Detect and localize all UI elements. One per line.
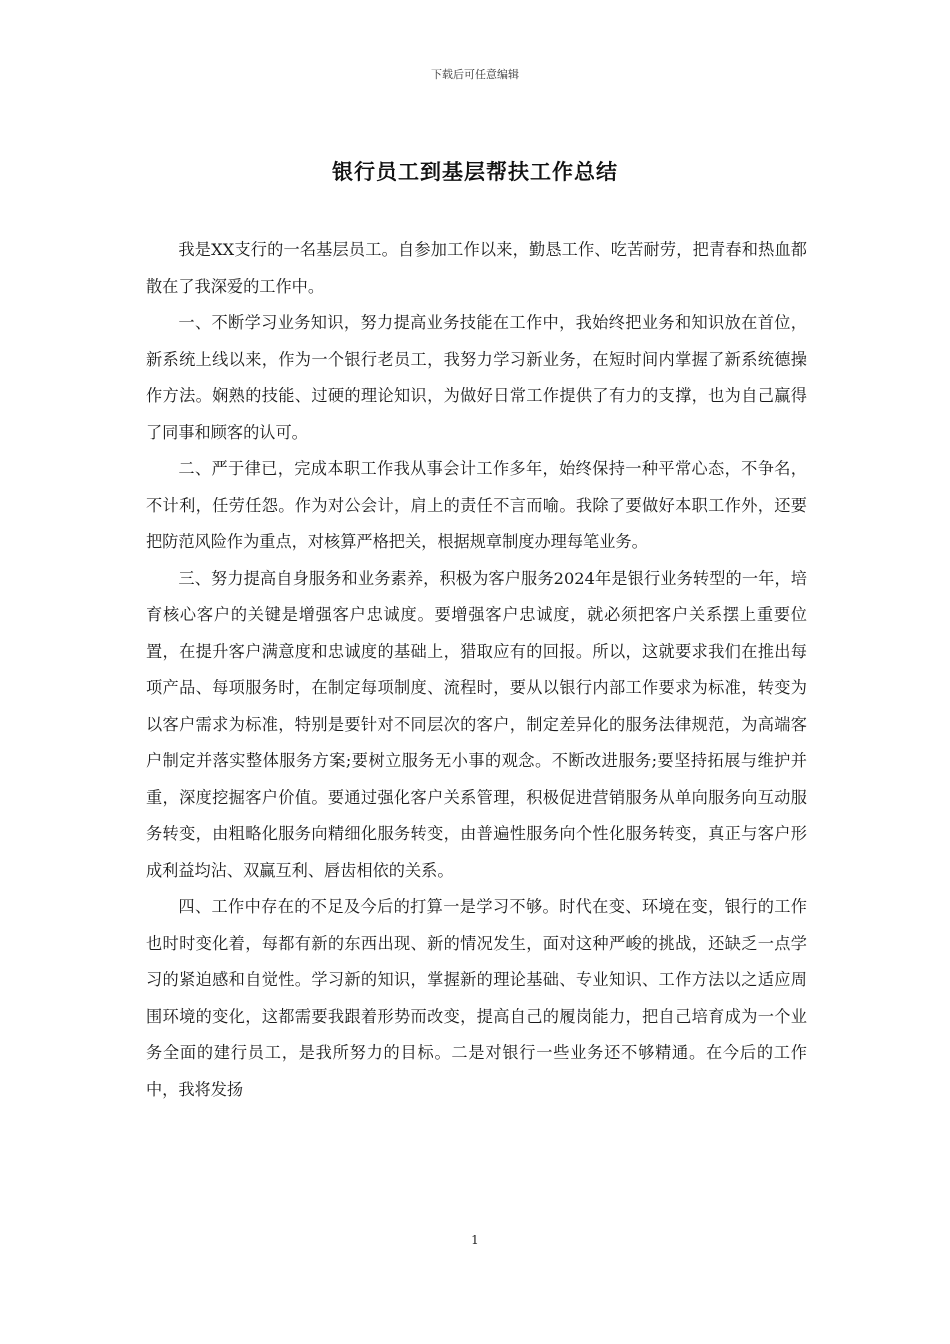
paragraph-section-3: 三、努力提高自身服务和业务素养，积极为客户服务2024年是银行业务转型的一年，培育核心客户的关键是增强客户忠诚度。要增强客户忠诚度，就必须把客户关系摆上重要位置，在提升客户满意度和忠诚度的基础上，猎取应有的回报。所以，这就要求我们在推出每项产品、每项服务时，在制定每项制度、流程时，要从以银行内部工作要求为标准，转变为以客户需求为标准，特别是要针对不同层次的客户，制定差异化的服务法律规范，为高端客户制定并落实整体服务方案;要树立服务无小事的观念。不断改进服务;要坚持拓展与维护并重，深度挖掘客户价值。要通过强化客户关系管理，积极促进营销服务从单向服务向互动服务转变，由粗略化服务向精细化服务转变，由普遍性服务向个性化服务转变，真正与客户形成利益均沾、双赢互利、唇齿相依的关系。 <box>146 568 807 880</box>
paragraph-section-2: 二、严于律已，完成本职工作我从事会计工作多年，始终保持一种平常心态，不争名，不计利，任劳任怨。作为对公会计，肩上的责任不言而喻。我除了要做好本职工作外，还要把防范风险作为重点，对核算严格把关，根据规章制度办理每笔业务。 <box>146 459 807 551</box>
document-title: 银行员工到基层帮扶工作总结 <box>332 159 618 184</box>
paragraph-intro: 我是XX支行的一名基层员工。自参加工作以来，勤恳工作、吃苦耐劳，把青春和热血都散在了我深爱的工作中。 <box>146 240 807 296</box>
page-number: 1 <box>471 1233 479 1247</box>
header-note: 下载后可任意编辑 <box>431 68 519 81</box>
document-body <box>146 232 807 1108</box>
paragraph-section-4: 四、工作中存在的不足及今后的打算一是学习不够。时代在变、环境在变，银行的工作也时时变化着，每都有新的东西出现、新的情况发生，面对这种严峻的挑战，还缺乏一点学习的紧迫感和自觉性。学习新的知识，掌握新的理论基础、专业知识、工作方法以之适应周围环境的变化，这都需要我跟着形势而改变，提高自己的履岗能力，把自己培育成为一个业务全面的建行员工，是我所努力的目标。二是对银行一些业务还不够精通。在今后的工作中，我将发扬 <box>146 897 807 1099</box>
paragraph-section-1: 一、不断学习业务知识，努力提高业务技能在工作中，我始终把业务和知识放在首位，新系统上线以来，作为一个银行老员工，我努力学习新业务，在短时间内掌握了新系统德操作方法。娴熟的技能、过硬的理论知识，为做好日常工作提供了有力的支撑，也为自己赢得了同事和顾客的认可。 <box>146 313 807 442</box>
